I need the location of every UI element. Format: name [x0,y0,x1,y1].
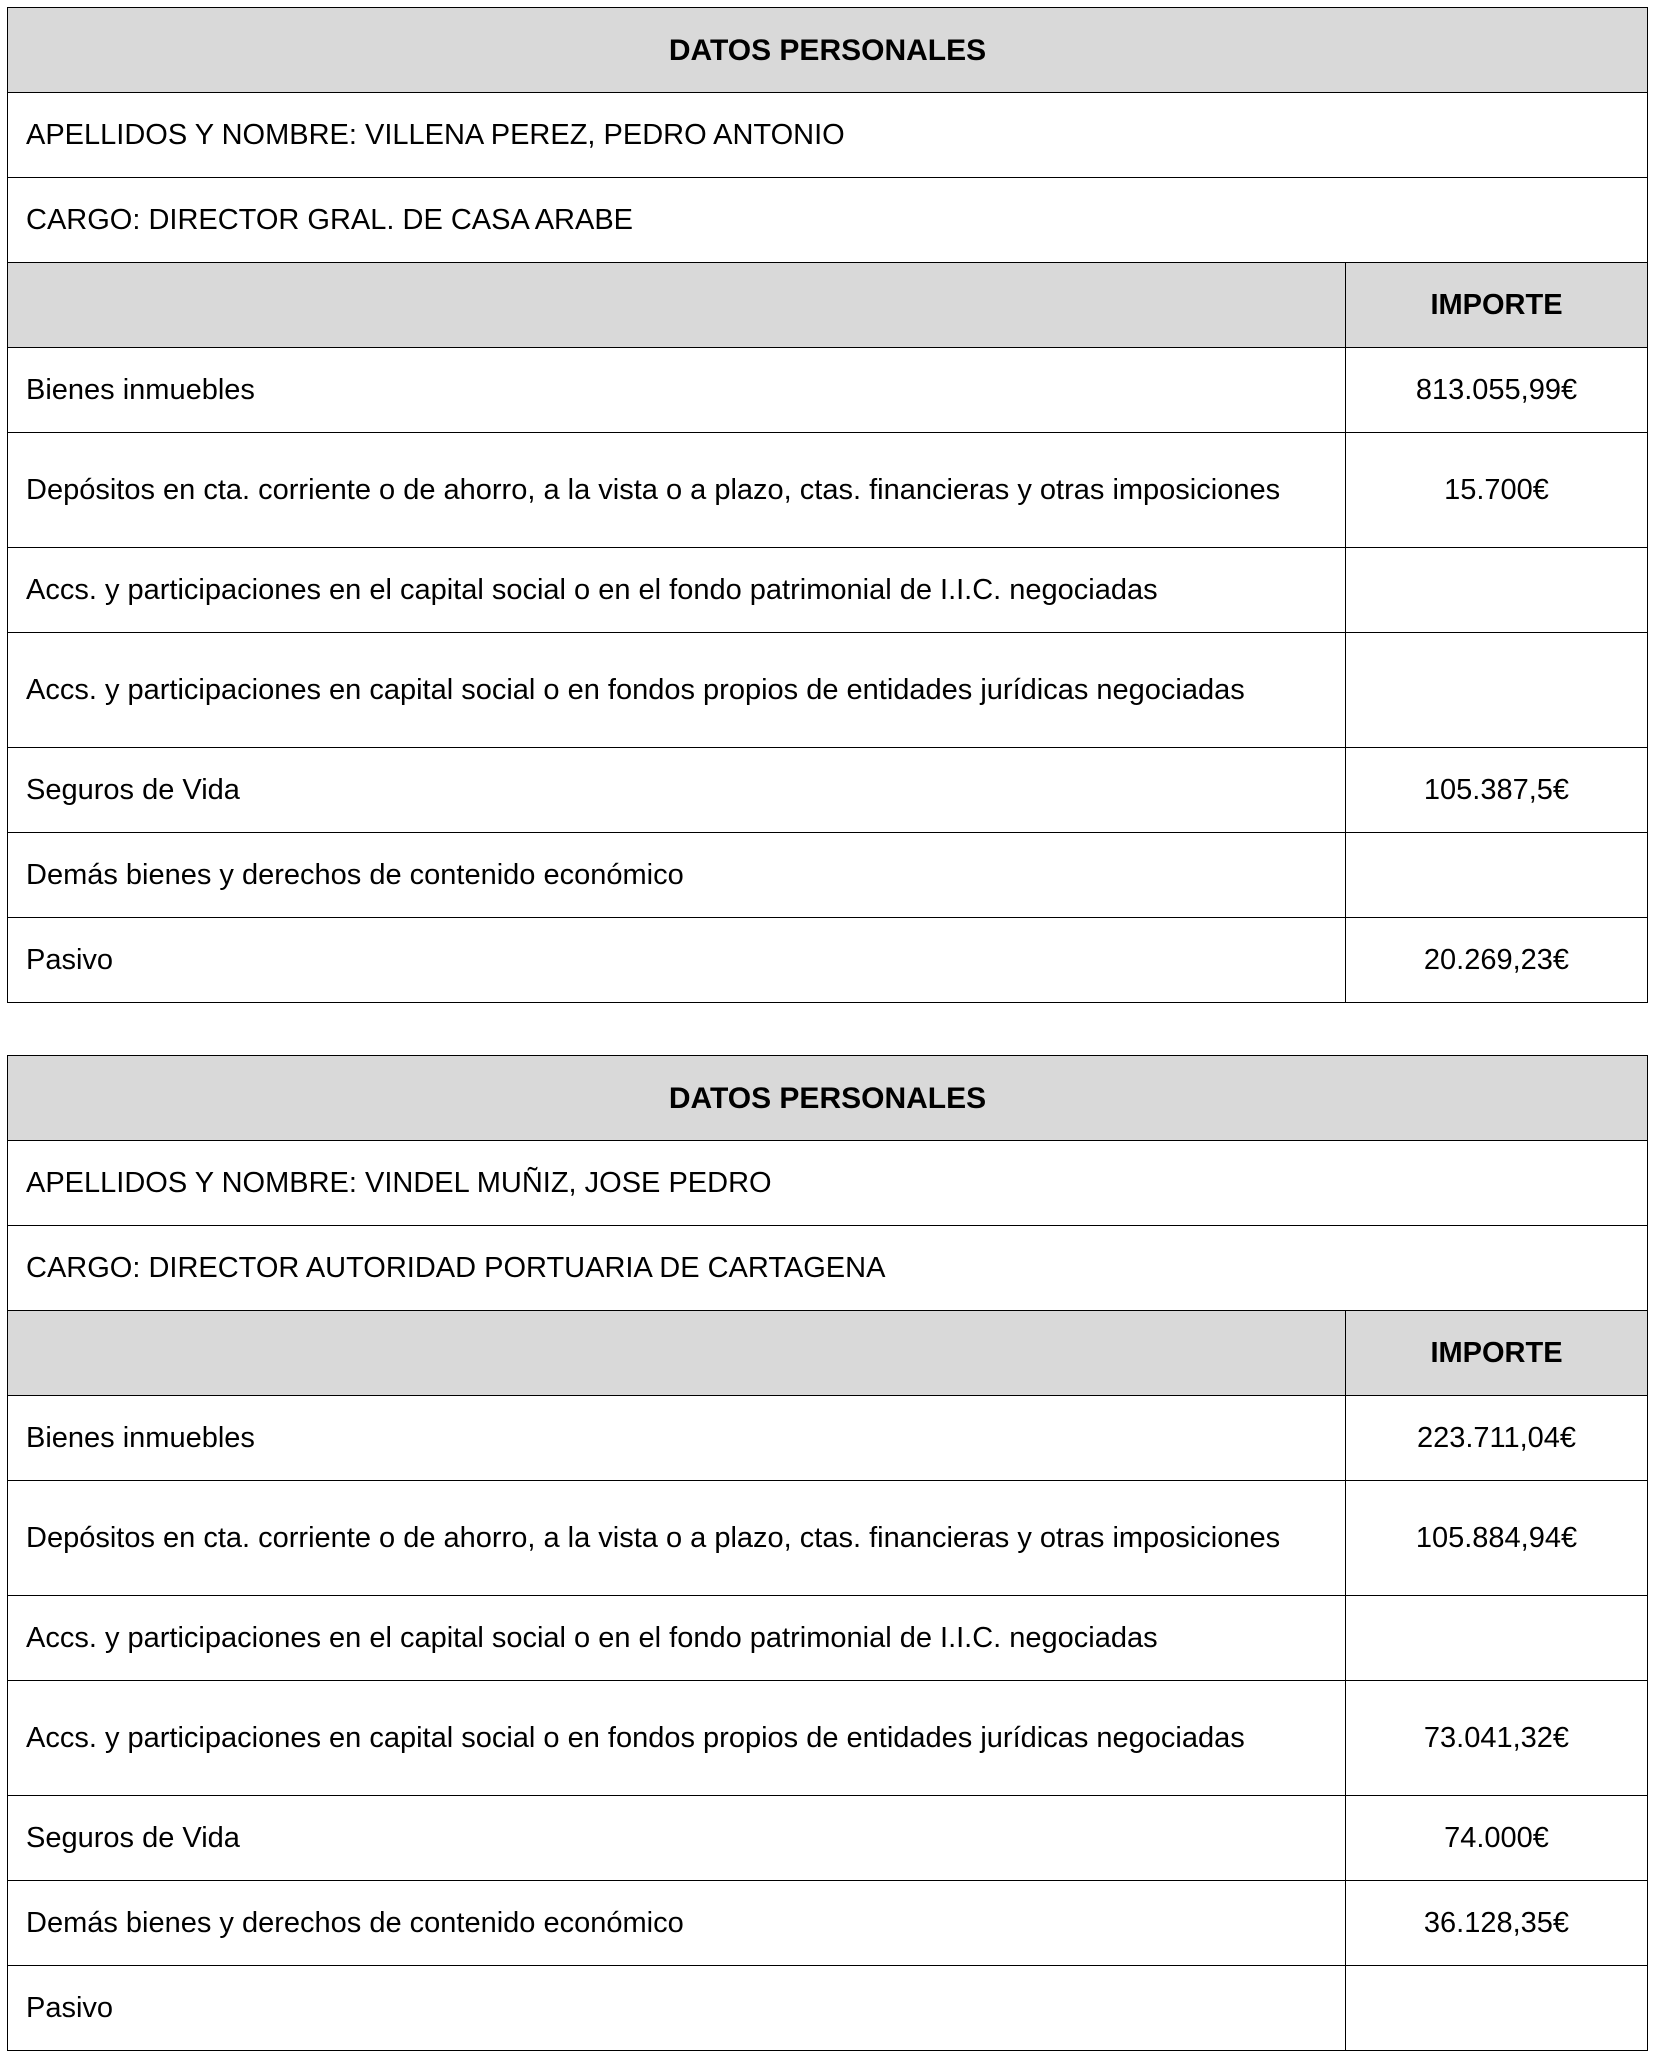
table-row [8,548,1648,633]
cargo-row [8,1226,1648,1311]
table-row [8,918,1648,1003]
table-row [8,1481,1648,1596]
item-label: Depósitos en cta. corriente o de ahorro, a la vista o a plazo, ctas. financieras y otras imposiciones [8,1481,1346,1596]
item-label: Bienes inmuebles [8,348,1346,433]
table-row [8,348,1648,433]
item-label: Seguros de Vida [8,1796,1346,1881]
section-header-row [8,1056,1648,1141]
item-value: 813.055,99€ [1346,348,1648,433]
item-value [1346,548,1648,633]
item-value [1346,833,1648,918]
section-header: DATOS PERSONALES [8,8,1648,93]
asset-declaration-table [7,7,1648,1003]
item-value [1346,1596,1648,1681]
name-row [8,1141,1648,1226]
declaration-table-2 [7,1055,1647,2051]
column-header-importe: IMPORTE [1346,1311,1648,1396]
column-header-empty [8,1311,1346,1396]
column-header-row [8,263,1648,348]
asset-declaration-table [7,1055,1648,2051]
item-value: 105.884,94€ [1346,1481,1648,1596]
item-value: 20.269,23€ [1346,918,1648,1003]
item-value: 73.041,32€ [1346,1681,1648,1796]
item-label: Accs. y participaciones en el capital social o en el fondo patrimonial de I.I.C. negociadas [8,548,1346,633]
table-row [8,433,1648,548]
item-label: Pasivo [8,1966,1346,2051]
item-label: Accs. y participaciones en capital social o en fondos propios de entidades jurídicas negociadas [8,1681,1346,1796]
item-value: 36.128,35€ [1346,1881,1648,1966]
table-row [8,1796,1648,1881]
table-row [8,1681,1648,1796]
section-header: DATOS PERSONALES [8,1056,1648,1141]
item-label: Seguros de Vida [8,748,1346,833]
item-value: 15.700€ [1346,433,1648,548]
item-value [1346,633,1648,748]
table-row [8,1396,1648,1481]
cargo-line: CARGO: DIRECTOR AUTORIDAD PORTUARIA DE CARTAGENA [8,1226,1648,1311]
table-row [8,1596,1648,1681]
item-value: 223.711,04€ [1346,1396,1648,1481]
section-header-row [8,8,1648,93]
item-label: Accs. y participaciones en capital social o en fondos propios de entidades jurídicas negociadas [8,633,1346,748]
name-line: APELLIDOS Y NOMBRE: VILLENA PEREZ, PEDRO ANTONIO [8,93,1648,178]
table-row [8,833,1648,918]
item-label: Depósitos en cta. corriente o de ahorro, a la vista o a plazo, ctas. financieras y otras imposiciones [8,433,1346,548]
item-label: Demás bienes y derechos de contenido económico [8,833,1346,918]
table-row [8,633,1648,748]
item-value: 105.387,5€ [1346,748,1648,833]
item-value: 74.000€ [1346,1796,1648,1881]
item-label: Pasivo [8,918,1346,1003]
item-label: Accs. y participaciones en el capital social o en el fondo patrimonial de I.I.C. negociadas [8,1596,1346,1681]
item-label: Demás bienes y derechos de contenido económico [8,1881,1346,1966]
column-header-empty [8,263,1346,348]
table-row [8,748,1648,833]
item-label: Bienes inmuebles [8,1396,1346,1481]
cargo-line: CARGO: DIRECTOR GRAL. DE CASA ARABE [8,178,1648,263]
table-row [8,1881,1648,1966]
declaration-table-1 [7,7,1647,1003]
name-line: APELLIDOS Y NOMBRE: VINDEL MUÑIZ, JOSE PEDRO [8,1141,1648,1226]
name-row [8,93,1648,178]
column-header-importe: IMPORTE [1346,263,1648,348]
item-value [1346,1966,1648,2051]
table-row [8,1966,1648,2051]
cargo-row [8,178,1648,263]
column-header-row [8,1311,1648,1396]
